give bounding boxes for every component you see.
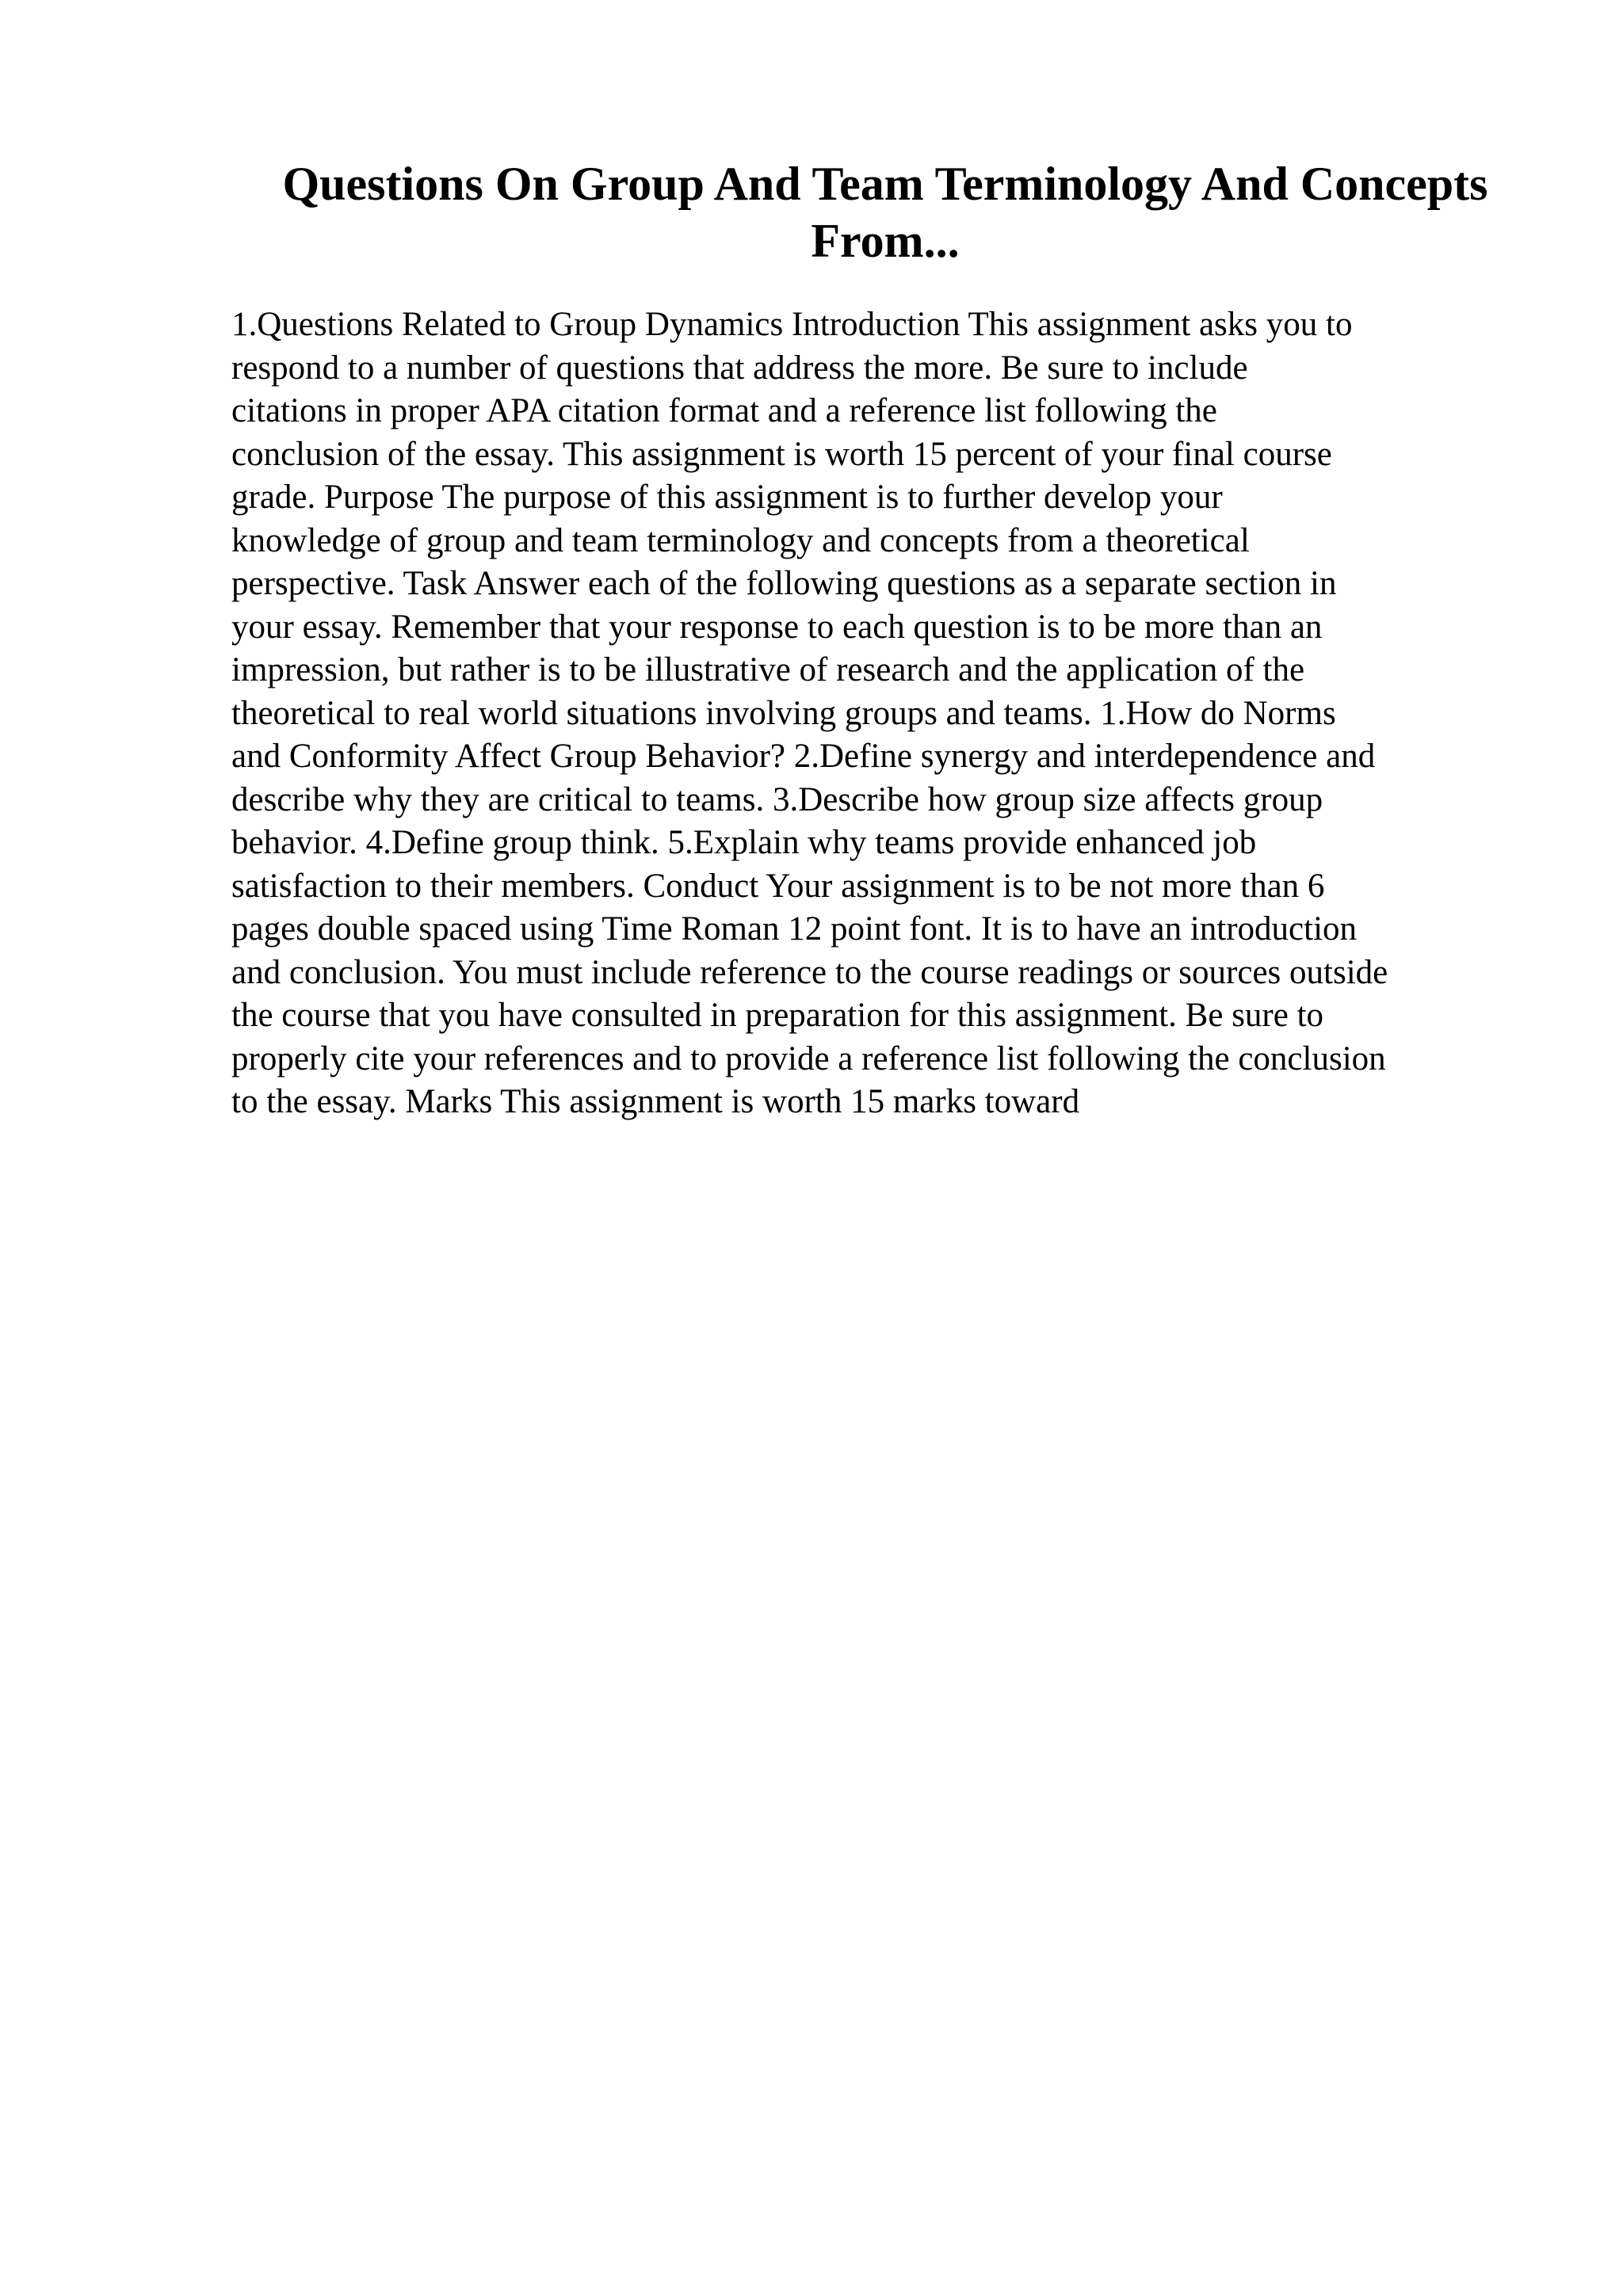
body-line: behavior. 4.Define group think. 5.Explain why teams provide enhanced job bbox=[231, 824, 1257, 861]
body-line: impression, but rather is to be illustrative of research and the application of the bbox=[231, 651, 1305, 688]
body-line: properly cite your references and to provide a reference list following the conclusion bbox=[231, 1039, 1386, 1077]
body-line: describe why they are critical to teams. 3.Describe how group size affects group bbox=[231, 780, 1323, 818]
document-title bbox=[231, 155, 1539, 269]
body-line: pages double spaced using Time Roman 12 point font. It is to have an introduction bbox=[231, 910, 1358, 948]
title-line: From... bbox=[811, 215, 960, 267]
body-line: satisfaction to their members. Conduct Your assignment is to be not more than 6 bbox=[231, 867, 1325, 905]
body-line: the course that you have consulted in preparation for this assignment. Be sure to bbox=[231, 997, 1324, 1034]
body-line: and Conformity Affect Group Behavior? 2.Define synergy and interdependence and bbox=[231, 738, 1376, 775]
body-line: citations in proper APA citation format and a reference list following the bbox=[231, 392, 1217, 429]
body-line: respond to a number of questions that address the more. Be sure to include bbox=[231, 349, 1248, 387]
body-line: your essay. Remember that your response to each question is to be more than an bbox=[231, 608, 1323, 646]
body-line: to the essay. Marks This assignment is worth 15 marks toward bbox=[231, 1083, 1080, 1120]
title-line: Questions On Group And Team Terminology And Concepts bbox=[282, 158, 1488, 210]
body-line: grade. Purpose The purpose of this assignment is to further develop your bbox=[231, 479, 1223, 516]
body-line: and conclusion. You must include reference to the course readings or sources outside bbox=[231, 953, 1388, 991]
body-line: conclusion of the essay. This assignment is worth 15 percent of your final course bbox=[231, 435, 1332, 473]
body-line: theoretical to real world situations involving groups and teams. 1.How do Norms bbox=[231, 694, 1336, 732]
body-line: perspective. Task Answer each of the following questions as a separate section in bbox=[231, 565, 1337, 602]
body-line: knowledge of group and team terminology and concepts from a theoretical bbox=[231, 521, 1250, 559]
document-body bbox=[231, 303, 1499, 1124]
body-line: 1.Questions Related to Group Dynamics Introduction This assignment asks you to bbox=[231, 306, 1353, 343]
